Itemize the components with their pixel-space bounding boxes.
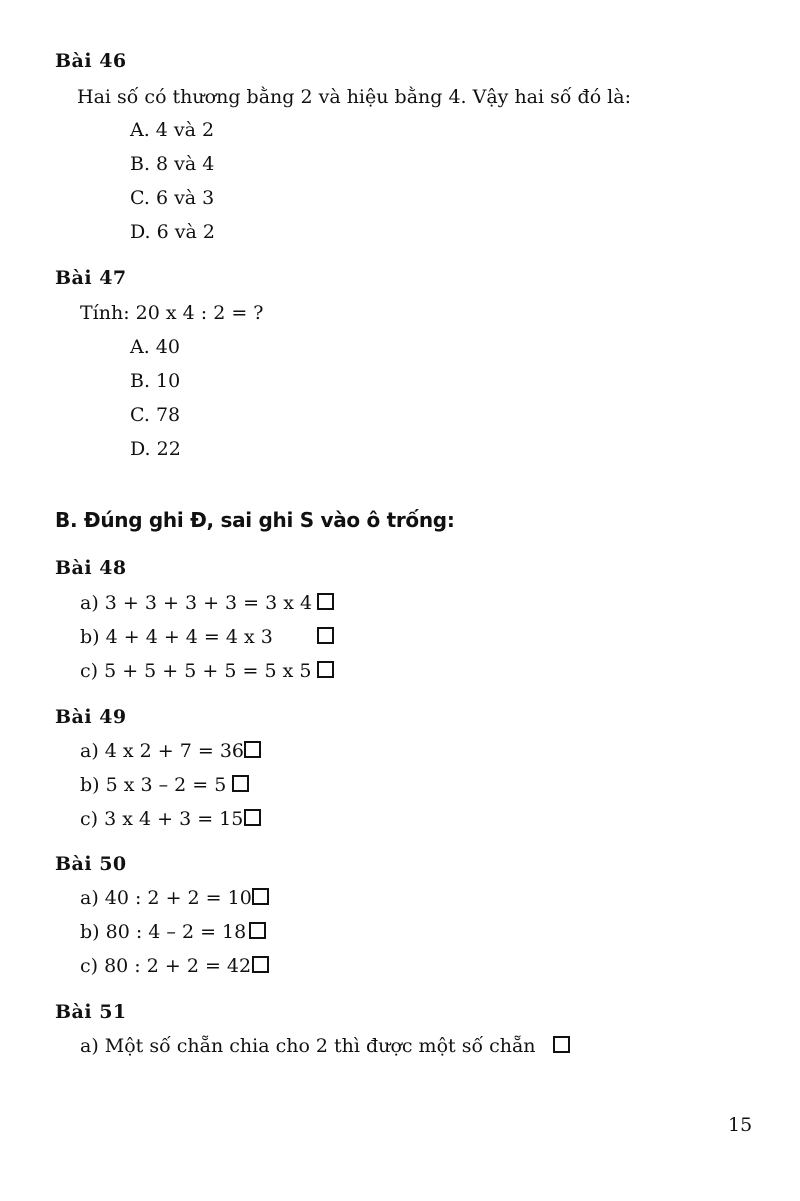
exercise-47-title: Bài 47 [55, 267, 127, 289]
exercise-47-option-c: C. 78 [130, 404, 181, 426]
exercise-49-item-b: b) 5 x 3 – 2 = 5 [80, 774, 227, 796]
exercise-46-option-b: B. 8 và 4 [130, 153, 215, 175]
exercise-47-option-d: D. 22 [130, 438, 181, 460]
answer-box-50b[interactable] [249, 922, 266, 939]
exercise-50-item-a: a) 40 : 2 + 2 = 10 [80, 887, 252, 909]
exercise-46-option-a: A. 4 và 2 [130, 119, 215, 141]
answer-box-49a[interactable] [244, 741, 261, 758]
exercise-48-item-a: a) 3 + 3 + 3 + 3 = 3 x 4 [80, 592, 313, 614]
exercise-50-title: Bài 50 [55, 853, 127, 875]
exercise-47-option-b: B. 10 [130, 370, 181, 392]
exercise-49-title: Bài 49 [55, 706, 127, 728]
exercise-51-title: Bài 51 [55, 1001, 127, 1023]
answer-box-48a[interactable] [317, 593, 334, 610]
exercise-50-item-c: c) 80 : 2 + 2 = 42 [80, 955, 252, 977]
exercise-46-option-d: D. 6 và 2 [130, 221, 215, 243]
exercise-47-question: Tính: 20 x 4 : 2 = ? [80, 302, 264, 324]
exercise-51-item-a: a) Một số chẵn chia cho 2 thì được một số chẵn [80, 1035, 536, 1057]
exercise-46-title: Bài 46 [55, 50, 127, 72]
answer-box-48b[interactable] [317, 627, 334, 644]
section-b-heading: B. Đúng ghi Đ, sai ghi S vào ô trống: [55, 508, 455, 532]
exercise-48-item-c: c) 5 + 5 + 5 + 5 = 5 x 5 [80, 660, 312, 682]
answer-box-49b[interactable] [232, 775, 249, 792]
answer-box-50a[interactable] [252, 888, 269, 905]
exercise-48-item-b: b) 4 + 4 + 4 = 4 x 3 [80, 626, 273, 648]
exercise-46-question: Hai số có thương bằng 2 và hiệu bằng 4. Vậy hai số đó là: [77, 86, 631, 108]
exercise-46-option-c: C. 6 và 3 [130, 187, 215, 209]
answer-box-48c[interactable] [317, 661, 334, 678]
exercise-48-title: Bài 48 [55, 557, 127, 579]
answer-box-51a[interactable] [553, 1036, 570, 1053]
answer-box-49c[interactable] [244, 809, 261, 826]
exercise-47-option-a: A. 40 [130, 336, 180, 358]
exercise-50-item-b: b) 80 : 4 – 2 = 18 [80, 921, 247, 943]
answer-box-50c[interactable] [252, 956, 269, 973]
exercise-49-item-c: c) 3 x 4 + 3 = 15 [80, 808, 244, 830]
exercise-49-item-a: a) 4 x 2 + 7 = 36 [80, 740, 245, 762]
page-number: 15 [728, 1114, 753, 1136]
